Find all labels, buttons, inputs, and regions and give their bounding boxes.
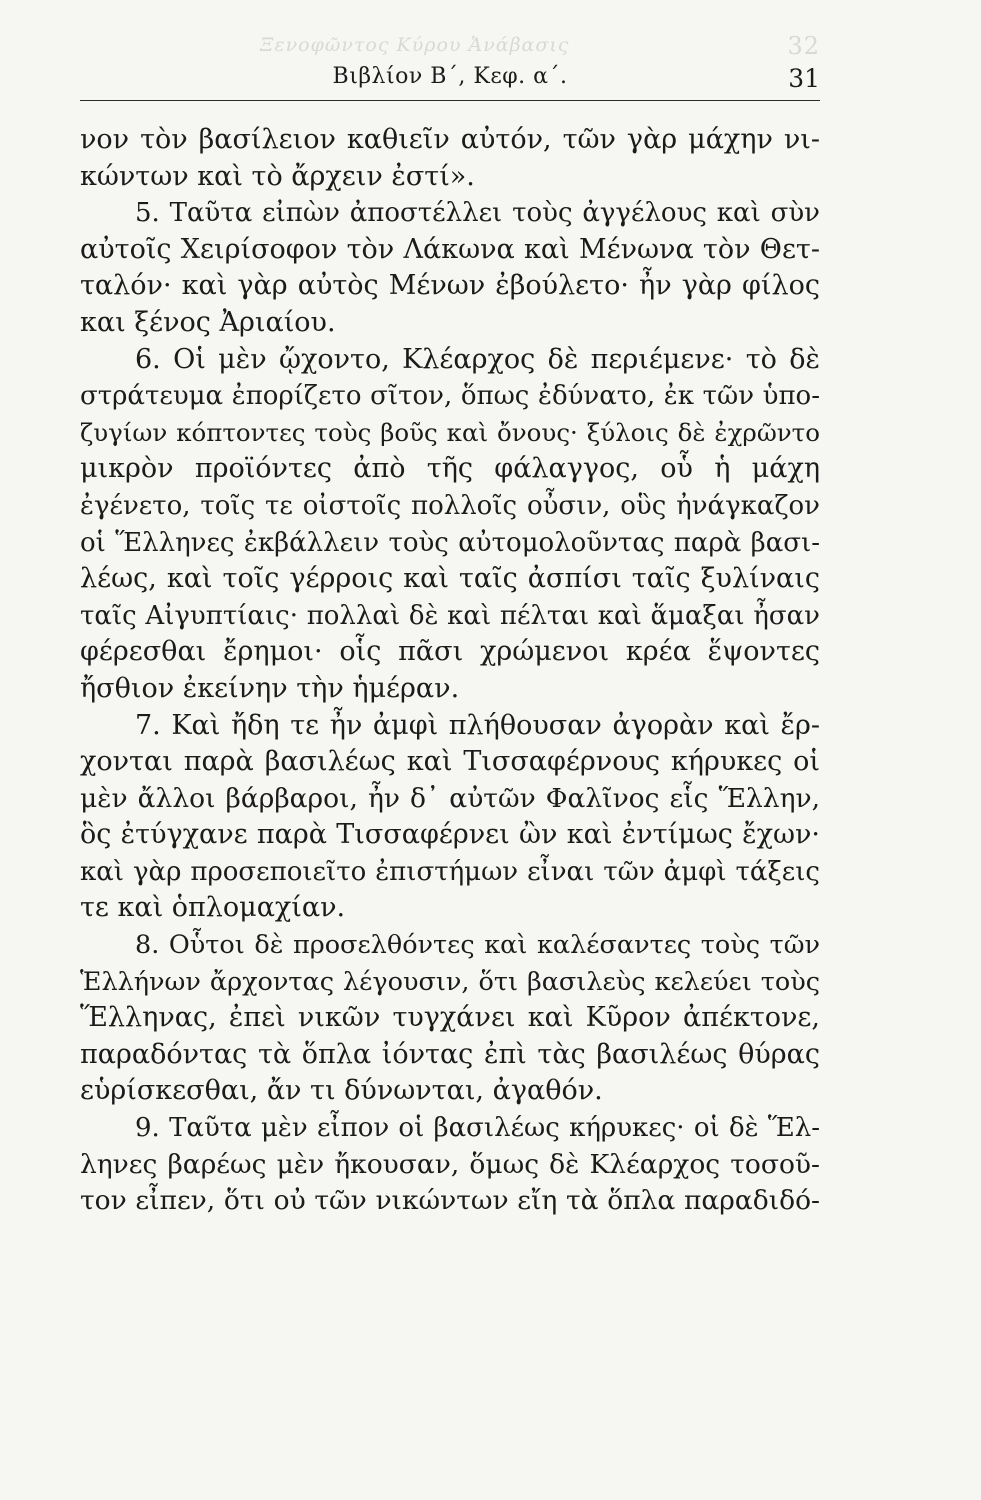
text-line: 7. Καὶ ἤδη τε ἦν ἀμφὶ πλήθουσαν ἀγορὰν καὶ ἔρ- — [135, 709, 820, 741]
text-line: εὑρίσκεσθαι, ἄν τι δύνωνται, ἀγαθόν. — [80, 1075, 603, 1107]
running-head: Βιβλίον Β΄, Κεφ. α΄. — [332, 64, 568, 89]
text-line: νον τὸν βασίλειον καθιεῖν αὐτόν, τῶν γὰρ μάχην νι- — [80, 124, 820, 155]
text-line: ὃς ἐτύγχανε παρὰ Τισσαφέρνει ὢν καὶ ἐντίμως ἔχων· — [80, 819, 820, 851]
text-line: καὶ γὰρ προσεποιεῖτο ἐπιστήμων εἶναι τῶν ἀμφὶ τάξεις — [80, 856, 820, 887]
text-line: λέως, καὶ τοῖς γέρροις καὶ ταῖς ἀσπίσι ταῖς ξυλίναις — [80, 563, 820, 595]
text-block — [80, 122, 820, 1220]
text-line: παραδόντας τὰ ὅπλα ἰόντας ἐπὶ τὰς βασιλέως θύρας — [80, 1038, 820, 1070]
text-line: ταῖς Αἰγυπτίαις· πολλαὶ δὲ καὶ πέλται καὶ ἅμαξαι ἦσαν — [80, 600, 820, 631]
text-line: 9. Ταῦτα μὲν εἶπον οἱ βασιλέως κήρυκες· οἱ δὲ Ἕλ- — [135, 1113, 820, 1144]
text-line: ἤσθιον ἐκείνην τὴν ἡμέραν. — [80, 672, 460, 704]
text-line: και ξένος Ἀριαίου. — [80, 306, 336, 338]
text-line: χονται παρὰ βασιλέως καὶ Τισσαφέρνους κήρυκες οἱ — [80, 746, 820, 778]
text-line: αὐτοῖς Χειρίσοφον τὸν Λάκωνα καὶ Μένωνα τὸν Θετ- — [80, 233, 820, 265]
bleed-through-page-number: 32 — [787, 32, 820, 60]
text-line: μὲν ἄλλοι βάρβαροι, ἦν δ᾽ αὐτῶν Φαλῖνος εἷς Ἕλλην, — [80, 782, 820, 814]
text-line: 5. Ταῦτα εἰπὼν ἀποστέλλει τοὺς ἀγγέλους καὶ σὺν — [135, 198, 820, 229]
text-line: ἐγένετο, τοῖς τε οἰστοῖς πολλοῖς οὖσιν, οὓς ἠνάγκαζον — [80, 490, 820, 521]
text-line: Ἕλληνας, ἐπεὶ νικῶν τυγχάνει καὶ Κῦρον ἀπέκτονε, — [80, 1002, 820, 1034]
text-line: 8. Οὗτοι δὲ προσελθόντες καὶ καλέσαντες τοὺς τῶν — [135, 930, 820, 961]
text-line: Ἑλλήνων ἄρχοντας λέγουσιν, ὅτι βασιλεὺς κελεύει τοὺς — [80, 966, 820, 997]
text-line: ληνες βαρέως μὲν ἤκουσαν, ὅμως δὲ Κλέαρχος τοσοῦ- — [80, 1148, 820, 1180]
page-header — [80, 64, 820, 104]
text-line: κώντων καὶ τὸ ἄρχειν ἐστί». — [80, 160, 475, 192]
text-line: οἱ Ἕλληνες ἐκβάλλειν τοὺς αὐτομολοῦντας παρὰ βασι- — [80, 527, 820, 558]
text-line: φέρεσθαι ἔρημοι· οἷς πᾶσι χρώμενοι κρέα ἕψοντες — [80, 636, 820, 668]
text-line: ζυγίων κόπτοντες τοὺς βοῦς καὶ ὄνους· ξύλοις δὲ ἐχρῶντο — [80, 417, 820, 447]
text-line: στράτευμα ἐπορίζετο σῖτον, ὅπως ἐδύνατο, ἐκ τῶν ὑπο- — [80, 381, 820, 412]
page-number: 31 — [788, 64, 820, 93]
text-line: τον εἶπεν, ὅτι οὐ τῶν νικώντων εἴη τὰ ὅπλα παραδιδό- — [80, 1185, 820, 1217]
text-line: ταλόν· καὶ γὰρ αὐτὸς Μένων ἐβούλετο· ἦν γὰρ φίλος — [80, 270, 820, 302]
text-line: τε καὶ ὁπλομαχίαν. — [80, 892, 346, 924]
header-rule — [80, 100, 820, 101]
text-line: μικρὸν προϊόντες ἀπὸ τῆς φάλαγγος, οὗ ἡ μάχη — [80, 453, 820, 485]
bleed-through-running-head: Ξενοφῶντος Κύρου Ἀνάβασις — [260, 34, 570, 56]
text-line: 6. Οἱ μὲν ᾤχοντο, Κλέαρχος δὲ περιέμενε· τὸ δὲ — [135, 343, 820, 375]
